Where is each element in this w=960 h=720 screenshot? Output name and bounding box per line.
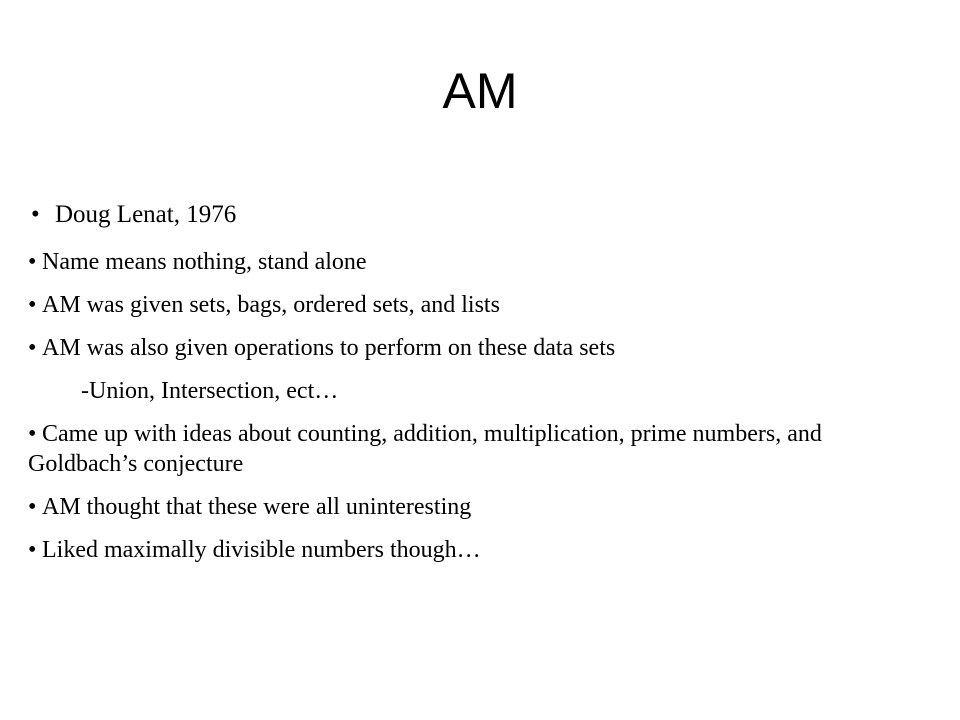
sub-item — [28, 376, 928, 406]
bullet-text: AM thought that these were all uninteresting — [42, 494, 472, 520]
bullet-text: Name means nothing, stand alone — [42, 249, 367, 275]
bullet-dot-icon: • — [28, 292, 37, 318]
bullet-dot-icon: • — [28, 335, 37, 361]
bullet-dot-icon: • — [28, 537, 37, 563]
bullet-item — [28, 333, 928, 363]
bullet-dot-icon: • — [28, 494, 37, 520]
bullet-item — [28, 419, 928, 479]
bullet-list — [28, 200, 928, 578]
bullet-item — [28, 200, 928, 230]
bullet-item — [28, 535, 928, 565]
bullet-dot-icon: • — [31, 201, 40, 228]
bullet-dot-icon: • — [28, 249, 37, 275]
bullet-dot-icon: • — [28, 421, 37, 447]
bullet-item — [28, 290, 928, 320]
sub-item-text: -Union, Intersection, ect… — [81, 378, 339, 404]
bullet-text: Liked maximally divisible numbers though… — [42, 537, 481, 563]
bullet-item — [28, 247, 928, 277]
bullet-text: Doug Lenat, 1976 — [55, 201, 237, 228]
slide-title: AM — [442, 63, 518, 119]
bullet-text: Came up with ideas about counting, addition, multiplication, prime numbers, and Goldbach’s conjecture — [28, 421, 822, 477]
bullet-text: AM was also given operations to perform on these data sets — [42, 335, 616, 361]
bullet-text: AM was given sets, bags, ordered sets, and lists — [42, 292, 500, 318]
bullet-item — [28, 492, 928, 522]
